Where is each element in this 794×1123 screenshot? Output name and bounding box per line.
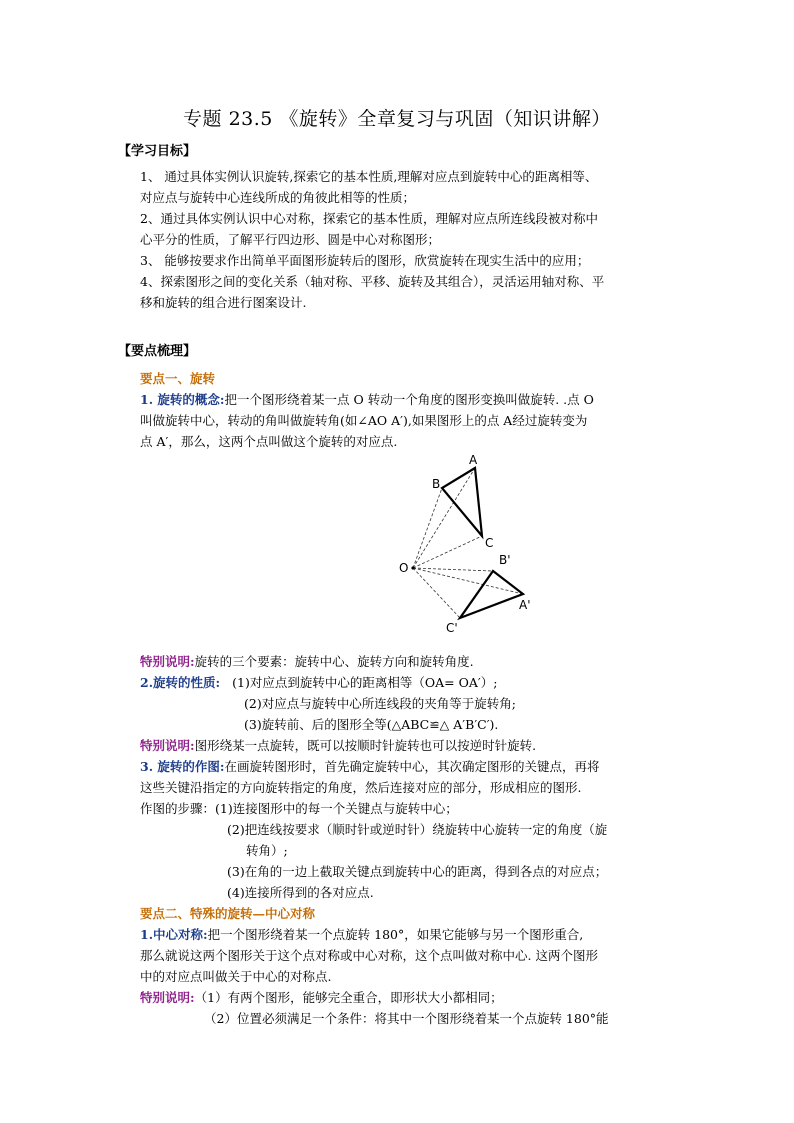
property-item: (3)旋转前、后的图形全等(△ABC≌△ A′B′C′).	[244, 717, 499, 732]
note2-label: 特别说明:	[140, 738, 195, 753]
rotation-figure	[380, 448, 560, 638]
drawing-steps-line-1	[140, 798, 458, 819]
note2-text: 图形绕某一点旋转，既可以按顺时针旋转也可以按逆时针旋转.	[194, 738, 537, 753]
dashed-line	[413, 568, 460, 618]
triangle-abc-prime	[460, 571, 523, 618]
goal-line: 心平分的性质，了解平行四边形、圆是中心对称图形；	[140, 232, 441, 247]
label-a-prime: A'	[519, 598, 531, 612]
step-item: (4)连接所得到的各对应点.	[227, 885, 374, 900]
note3-line-2: （2）位置必须满足一个条件：将其中一个图形绕着某一个点旋转 180°能	[204, 1011, 609, 1026]
drawing-text-1: 在画旋转图形时，首先确定旋转中心，其次确定图形的关键点，再将	[224, 759, 600, 774]
note3-text-1: （1）有两个图形，能够完全重合，即形状大小都相同；	[194, 990, 503, 1005]
concept-line-2: 叫做旋转中心，转动的角叫做旋转角(如∠AO A′),如果图形上的点 A经过旋转变为	[140, 413, 588, 428]
triangle-abc	[442, 468, 482, 536]
drawing-line-2: 这些关键沿指定的方向旋转指定的角度，然后连接对应的部分，形成相应的图形.	[140, 780, 582, 795]
central-line-1	[140, 924, 583, 945]
property-line-1	[140, 672, 497, 693]
step-item: 转角）;	[246, 843, 288, 858]
drawing-line-1	[140, 756, 600, 777]
concept-line-3: 点 A′，那么，这两个点叫做这个旋转的对应点.	[140, 434, 398, 449]
central-line-2: 那么就说这两个图形关于这个点对称或中心对称，这个点叫做对称中心. 这两个图形	[140, 948, 598, 963]
step-item: (2)把连线按要求（顺时针或逆时针）绕旋转中心旋转一定的角度（旋	[227, 822, 608, 837]
goal-line: 3、 能够按要求作出简单平面图形旋转后的图形，欣赏旋转在现实生活中的应用；	[140, 253, 590, 268]
step-item: (1)连接图形中的每一个关键点与旋转中心；	[215, 801, 458, 816]
central-text-1: 把一个图形绕着某一个点旋转 180°，如果它能够与另一个图形重合,	[207, 927, 584, 942]
point2-heading: 要点二、特殊的旋转—中心对称	[140, 906, 316, 921]
concept-label: 1. 旋转的概念:	[140, 392, 225, 407]
goal-line: 4、探索图形之间的变化关系（轴对称、平移、旋转及其组合），灵活运用轴对称、平	[140, 274, 605, 289]
goal-line: 1、 通过具体实例认识旋转,探索它的基本性质,理解对应点到旋转中心的距离相等、	[140, 169, 598, 184]
property-item: (1)对应点到旋转中心的距离相等（OA= OA′）;	[232, 675, 498, 690]
label-b-prime: B'	[499, 553, 511, 567]
step-item: (3)在角的一边上截取关键点到旋转中心的距离，得到各点的对应点；	[227, 864, 608, 879]
label-b: B	[432, 477, 441, 491]
concept-text-1: 把一个图形绕着某一点 O 转动一个角度的图形变换叫做旋转. .点 O	[224, 392, 594, 407]
concept-line-1	[140, 389, 594, 410]
points-heading: 【要点梳理】	[118, 344, 197, 359]
note3-line-1	[140, 987, 503, 1008]
goal-line: 2、通过具体实例认识中心对称，探索它的基本性质，理解对应点所连线段被对称中	[140, 211, 598, 226]
label-c-prime: C'	[446, 621, 458, 635]
central-label: 1.中心对称:	[140, 927, 208, 942]
property-label: 2.旋转的性质:	[140, 675, 221, 690]
label-a: A	[469, 453, 478, 467]
point1-heading: 要点一、旋转	[140, 371, 216, 386]
property-item: (2)对应点与旋转中心所连线段的夹角等于旋转角;	[244, 696, 516, 711]
drawing-label: 3. 旋转的作图:	[140, 759, 225, 774]
page-title: 专题 23.5 《旋转》全章复习与巩固（知识讲解）	[183, 108, 611, 130]
note3-label: 特别说明:	[140, 990, 195, 1005]
note2-line	[140, 735, 536, 756]
goals-heading: 【学习目标】	[118, 144, 197, 159]
steps-label: 作图的步骤：	[140, 801, 216, 816]
center-point-o	[411, 566, 414, 569]
goal-line: 移和旋转的组合进行图案设计.	[140, 295, 307, 310]
dashed-line	[413, 536, 482, 568]
central-line-3: 中的对应点叫做关于中心的对称点.	[140, 969, 332, 984]
label-c: C	[485, 536, 494, 550]
note1-label: 特别说明:	[140, 654, 195, 669]
note1-line	[140, 651, 474, 672]
note1-text: 旋转的三个要素：旋转中心、旋转方向和旋转角度.	[194, 654, 474, 669]
goal-line: 对应点与旋转中心连线所成的角彼此相等的性质；	[140, 190, 416, 205]
label-o: O	[399, 561, 409, 575]
